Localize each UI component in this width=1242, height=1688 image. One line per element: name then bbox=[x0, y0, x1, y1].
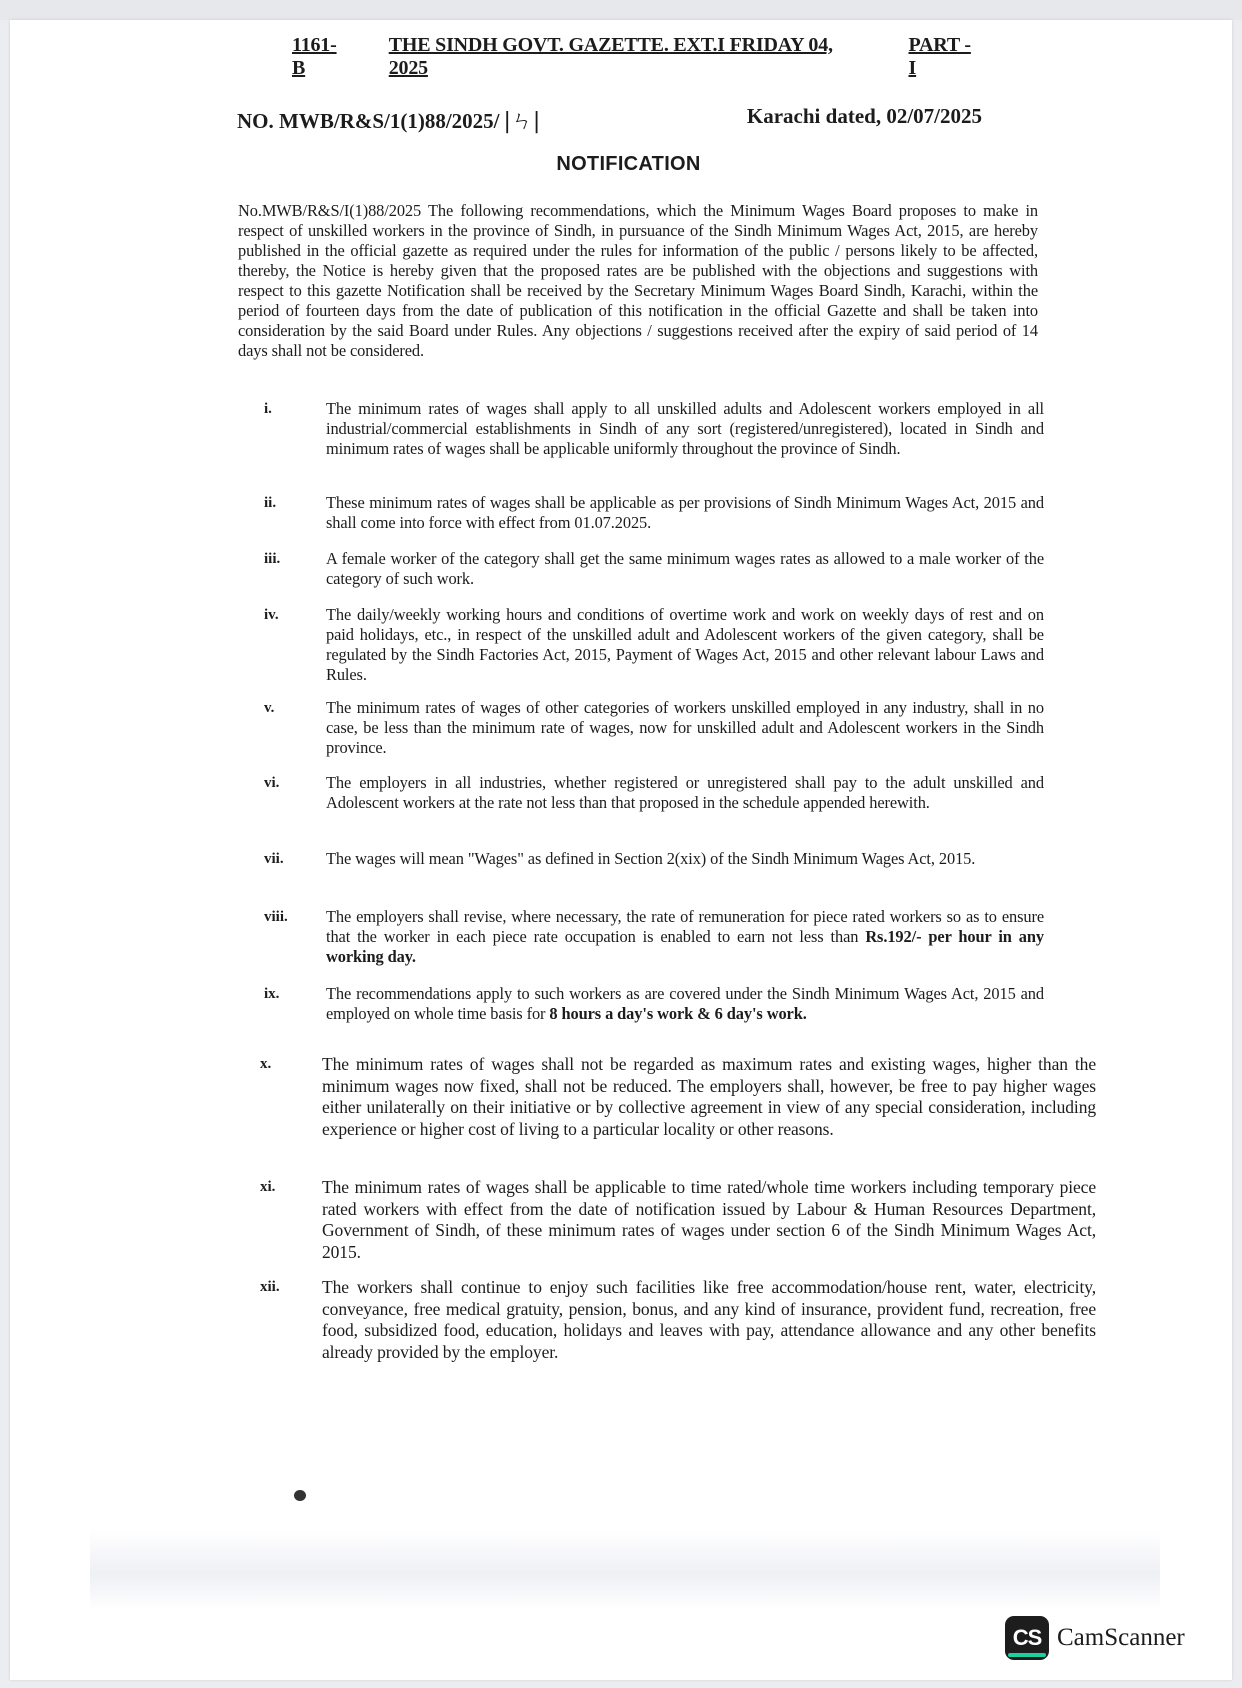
page-number: 1161-B bbox=[292, 34, 337, 79]
item-number: v. bbox=[264, 700, 275, 716]
item-number: ix. bbox=[264, 986, 280, 1002]
item-text: The workers shall continue to enjoy such facilities like free accommodation/house rent, water, electricity, conveyance, free medical gratuity, pension, bonus, and any kind of insurance, provident fund, recreation, free food, subsidized food, education, holidays and leaves with pay, attendance allowance and any other benefits already provided by the employer. bbox=[322, 1277, 1096, 1362]
gazette-page bbox=[10, 20, 1232, 1680]
item-text: The minimum rates of wages of other categories of workers unskilled employed in any industry, shall in no case, be less than the minimum rate of wages, now for unskilled adult and Adolescent workers in the Sindh province. bbox=[326, 698, 1044, 757]
list-item bbox=[264, 698, 1044, 758]
item-number: vi. bbox=[264, 775, 280, 791]
item-number: viii. bbox=[264, 909, 288, 925]
item-body: The recommendations apply to such workers as are covered under the Sindh Minimum Wages Act, 2015 and employed on whole time basis for bbox=[326, 984, 1044, 1023]
dated-line: Karachi dated, 02/07/2025 bbox=[746, 104, 982, 128]
item-text: The daily/weekly working hours and conditions of overtime work and work on weekly days of rest and on paid holidays, etc., in respect of the unskilled adult and Adolescent workers of the given category, shall be regulated by the Sindh Factories Act, 2015, Payment of Wages Act, 2015 and other relevant labour Laws and Rules. bbox=[326, 605, 1044, 684]
camscanner-logo-icon: CS bbox=[1005, 1616, 1049, 1660]
top-bar bbox=[0, 0, 1242, 20]
item-number: xii. bbox=[260, 1279, 280, 1295]
list-item bbox=[260, 1054, 1096, 1140]
item-text: The minimum rates of wages shall be applicable to time rated/whole time workers including temporary piece rated workers with effect from the date of notification issued by Labour & Human Resources Department, Government of Sindh, of these minimum rates of wages under section 6 of the Sindh Minimum Wages Act, 2015. bbox=[322, 1177, 1096, 1262]
item-text: The employers in all industries, whether registered or unregistered shall pay to the adult unskilled and Adolescent workers at the rate not less than that proposed in the schedule appended herewith. bbox=[326, 773, 1044, 812]
gazette-title: THE SINDH GOVT. GAZETTE. EXT.I FRIDAY 04, 2025 bbox=[388, 34, 833, 79]
scan-blur-band bbox=[90, 1530, 1160, 1610]
gazette-part: PART - I bbox=[908, 34, 971, 79]
item-text: These minimum rates of wages shall be applicable as per provisions of Sindh Minimum Wages Act, 2015 and shall come into force with effect from 01.07.2025. bbox=[326, 493, 1044, 532]
item-text bbox=[326, 907, 1044, 967]
item-highlight: Rs.192/- per hour in any working day. bbox=[326, 927, 1044, 966]
item-text: The wages will mean "Wages" as defined in Section 2(xix) of the Sindh Minimum Wages Act, 2015. bbox=[326, 849, 976, 868]
list-item bbox=[264, 549, 1044, 589]
list-item bbox=[264, 773, 1044, 813]
item-number: vii. bbox=[264, 851, 284, 867]
list-item bbox=[264, 984, 1044, 1024]
item-highlight: 8 hours a day's work & 6 day's work. bbox=[549, 1004, 807, 1023]
item-text bbox=[326, 984, 1044, 1024]
conditions-list bbox=[10, 20, 1232, 1680]
ink-dot bbox=[294, 1490, 306, 1501]
item-number: x. bbox=[260, 1056, 272, 1072]
item-body: The employers shall revise, where necessary, the rate of remuneration for piece rated workers so as to ensure that the worker in each piece rate occupation is enabled to earn not less than bbox=[326, 907, 1044, 946]
item-number: iii. bbox=[264, 551, 281, 567]
list-item bbox=[260, 1177, 1096, 1263]
list-item bbox=[260, 1277, 1096, 1363]
item-number: i. bbox=[264, 401, 272, 417]
item-text: The minimum rates of wages shall not be regarded as maximum rates and existing wages, higher than the minimum wages now fixed, shall not be reduced. The employers shall, however, be free to pay higher wages either unilaterally on their initiative or by collective agreement in view of any special consideration, including experience or higher cost of living to a particular locality or other reasons. bbox=[322, 1054, 1096, 1139]
reference-number: NO. MWB/R&S/1(1)88/2025/ bbox=[237, 109, 500, 133]
list-item bbox=[264, 493, 1044, 533]
list-item bbox=[264, 849, 1044, 869]
item-number: xi. bbox=[260, 1179, 276, 1195]
intro-paragraph: No.MWB/R&S/I(1)88/2025 The following recommendations, which the Minimum Wages Board proposes to make in respect of unskilled workers in the province of Sindh, in pursuance of the Sindh Minimum Wages Act, 2015, are hereby published in the official gazette as required under the rules for information of the public / persons likely to be affected, thereby, the Notice is hereby given that the proposed rates are be published with the objections and suggestions with respect to this gazette Notification shall be received by the Secretary Minimum Wages Board Sindh, Karachi, within the period of fourteen days from the date of publication of this notification in the official Gazette and shall be taken into consideration by the said Board under Rules. Any objections / suggestions received after the expiry of said period of 14 days shall not be considered. bbox=[238, 201, 1038, 360]
handwritten-mark: |ㄣ| bbox=[503, 109, 541, 134]
list-item bbox=[264, 907, 1044, 967]
item-text: A female worker of the category shall get the same minimum wages rates as allowed to a male worker of the category of such work. bbox=[326, 549, 1044, 588]
notification-heading: NOTIFICATION bbox=[556, 153, 701, 175]
item-number: iv. bbox=[264, 607, 279, 623]
list-item bbox=[264, 399, 1044, 459]
item-text: The minimum rates of wages shall apply to all unskilled adults and Adolescent workers employed in all industrial/commercial establishments in Sindh of any sort (registered/unregistered), located in Sindh and minimum rates of wages shall be applicable uniformly throughout the province of Sindh. bbox=[326, 399, 1044, 458]
camscanner-watermark bbox=[1005, 1616, 1185, 1660]
item-number: ii. bbox=[264, 495, 277, 511]
camscanner-name: CamScanner bbox=[1057, 1624, 1185, 1651]
list-item bbox=[264, 605, 1044, 685]
